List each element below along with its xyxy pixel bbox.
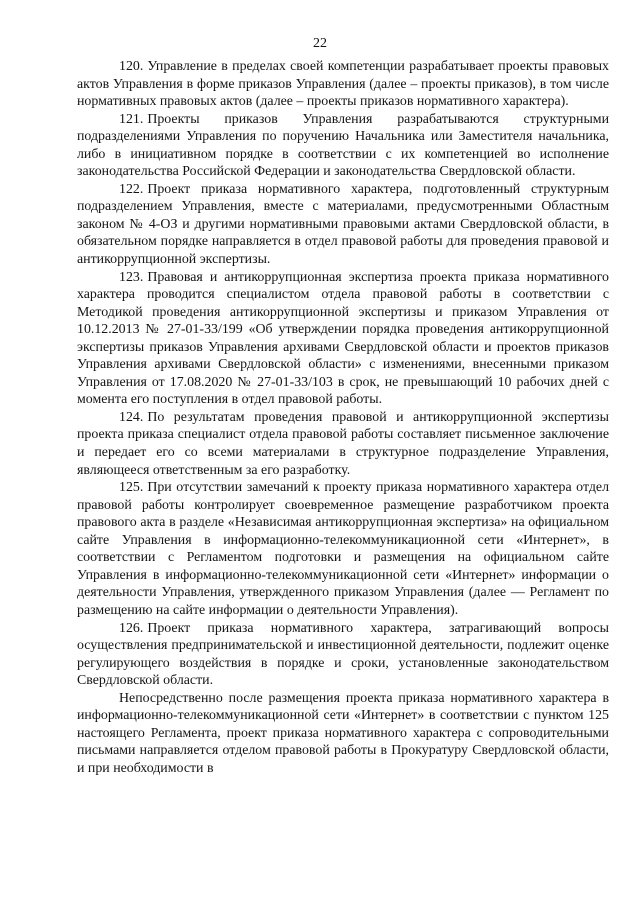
- paragraph-text: Проекты приказов Управления разрабатываются структурными подразделениями Управления по поручению Начальника или Заместителя начальника, либо в инициативном порядке в соответствии с их компетенцией во исполнение законодательства Российской Федерации и законодательства Свердловской области.: [77, 111, 609, 180]
- paragraph-number: 126.: [119, 620, 144, 636]
- paragraph-text: Проект приказа нормативного характера, затрагивающий вопросы осуществления предпринимательской и инвестиционной деятельности, подлежит оценке регулирующего воздействия в порядке и сроки, установленные законодательством Свердловской области.: [77, 620, 609, 689]
- paragraph-123: [77, 269, 609, 409]
- paragraph-text: При отсутствии замечаний к проекту приказа нормативного характера отдел правовой работы контролирует своевременное размещение разработчиком проекта правового акта в разделе «Независимая антикоррупционная экспертиза» на официальном сайте Управления в информационно-телекоммуникационной сети «Интернет», в соответствии с Регламентом подготовки и размещения на официальном сайте Управления в информационно-телекоммуникационной сети «Интернет» информации о деятельности Управления, утвержденного приказом Управления (далее — Регламент по размещению на сайте информации о деятельности Управления).: [77, 480, 609, 618]
- paragraph-126: [77, 620, 609, 690]
- paragraph-number: 120.: [119, 59, 144, 74]
- paragraph-continuation: [77, 690, 609, 778]
- paragraph-text: По результатам проведения правовой и антикоррупционной экспертизы проекта приказа специалист отдела правовой работы составляет письменное заключение и передает его со всеми материалами в структурное подразделение Управления, являющееся ответственным за его разработку.: [77, 409, 609, 478]
- document-body: [77, 58, 609, 777]
- paragraph-number: 121.: [119, 111, 144, 127]
- paragraph-121: [77, 111, 609, 181]
- paragraph-120: [77, 58, 609, 111]
- paragraph-124: [77, 409, 609, 479]
- page-number: 22: [313, 36, 327, 51]
- paragraph-number: 122.: [119, 181, 144, 197]
- paragraph-122: [77, 181, 609, 269]
- paragraph-number: 125.: [119, 480, 144, 496]
- paragraph-text: Правовая и антикоррупционная экспертиза проекта приказа нормативного характера проводится специалистом отдела правовой работы в соответствии с Методикой проведения антикоррупционной экспертизы и приказом Управления от 10.12.2013 № 27-01-33/199 «Об утверждении порядка проведения антикоррупционной экспертизы приказов Управления архивами Свердловской области и проектов приказов Управления архивами Свердловской области» с изменениями, внесенными приказом Управления от 17.08.2020 № 27-01-33/103 в срок, не превышающий 10 рабочих дней с момента его поступления в отдел правовой работы.: [77, 269, 609, 408]
- paragraph-number: 123.: [119, 269, 144, 285]
- paragraph-text: Непосредственно после размещения проекта приказа нормативного характера в информационно-телекоммуникационной сети «Интернет» в соответствии с пунктом 125 настоящего Регламента, проект приказа нормативного характера с сопроводительными письмами направляется отделом правовой работы в Прокуратуру Свердловской области, и при необходимости в: [77, 690, 609, 776]
- paragraph-text: Проект приказа нормативного характера, подготовленный структурным подразделением Управления, вместе с материалами, предусмотренными Областным законом № 4-ОЗ и другими нормативными правовыми актами Свердловской области, в обязательном порядке направляется в отдел правовой работы для проведения правовой и антикоррупционной экспертизы.: [77, 181, 609, 268]
- paragraph-text: Управление в пределах своей компетенции разрабатывает проекты правовых актов Управления в форме приказов Управления (далее – проекты приказов), в том числе нормативных правовых актов (далее – проекты приказов нормативного характера).: [77, 59, 609, 110]
- paragraph-125: [77, 479, 609, 619]
- paragraph-number: 124.: [119, 409, 144, 425]
